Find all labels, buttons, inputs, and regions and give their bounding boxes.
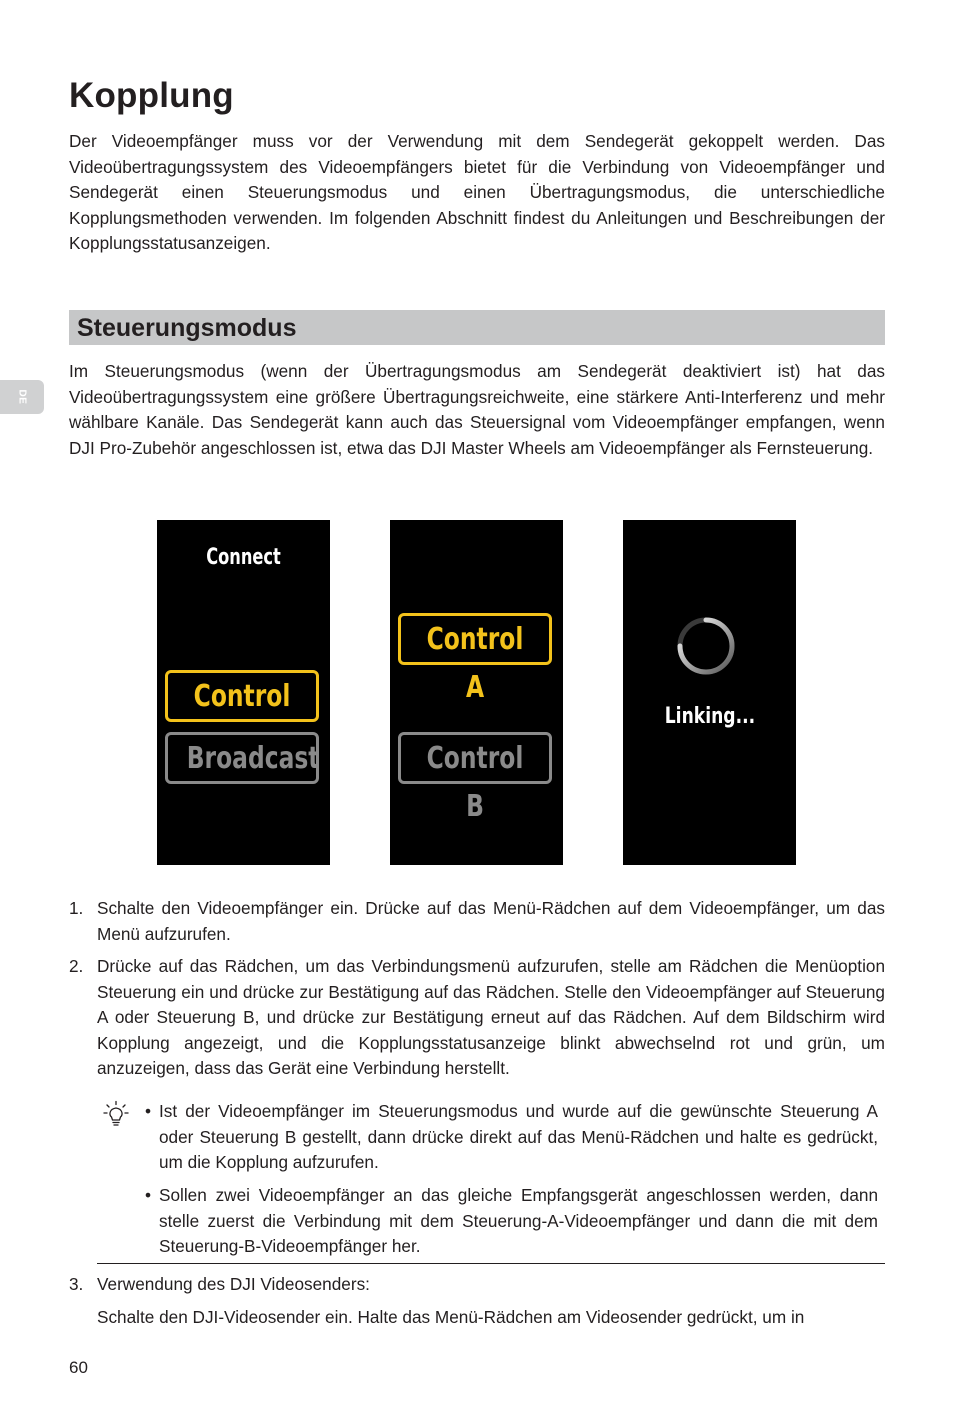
language-tab <box>0 380 44 414</box>
step-text: Drücke auf das Rädchen, um das Verbindungsmenü aufzurufen, stelle am Rädchen die Menüoption Steuerung ein und drücke zur Bestätigung auf das Rädchen. Stelle den Videoempfänger auf Steuerung A oder Steuerung B, und drücke zur Bestätigung erneut auf das Rädchen. Auf dem Bildschirm wird Kopplung angezeigt, und die Kopplungsstatusanzeige blinkt abwechselnd rot und grün, um anzuzeigen, dass das Gerät eine Verbindung herstellt. <box>97 956 885 1079</box>
bullet-mark: • <box>145 1101 152 1121</box>
screen-control-select <box>390 520 563 865</box>
connect-title: Connect <box>206 545 281 570</box>
intro-paragraph: Der Videoempfänger muss vor der Verwendung mit dem Sendegerät gekoppelt werden. Das Videoübertragungssystem des Videoempfängers bietet für die Verbindung von Videoempfänger und Sendegerät einen Steuerungsmodus und einen Übertragungsmodus, die unterschiedliche Kopplungsmethoden verwenden. Im folgenden Abschnitt findest du Anleitungen und Beschreibungen der Kopplungsstatusanzeigen. <box>69 131 885 254</box>
linking-label: Linking... <box>664 704 755 729</box>
section-paragraph: Im Steuerungsmodus (wenn der Übertragungsmodus am Sendegerät deaktiviert ist) hat das Videoübertragungssystem eine größere Übertragungsreichweite, eine stärkere Anti-Interferenz und mehr wählbare Kanäle. Das Sendegerät kann auch das Steuersignal vom Videoempfänger empfangen, wenn DJI Pro-Zubehör angeschlossen ist, etwa das DJI Master Wheels am Videoempfänger als Fernsteuerung. <box>69 361 885 458</box>
step-number: 1. <box>69 898 84 918</box>
tip-text: Sollen zwei Videoempfänger an das gleiche Empfangsgerät angeschlossen werden, dann stelle zuerst die Verbindung mit dem Steuerung-A-Videoempfänger und dann die mit dem Steuerung-B-Videoempfänger her. <box>159 1185 878 1257</box>
control-a-option-label: Control A <box>426 622 524 705</box>
step-number: 3. <box>69 1274 84 1294</box>
screen-linking <box>623 520 796 865</box>
control-b-option <box>398 732 552 824</box>
loading-spinner-icon <box>677 617 735 675</box>
bullet-mark: • <box>145 1185 152 1205</box>
step-text: Schalte den Videoempfänger ein. Drücke auf das Menü-Rädchen auf dem Videoempfänger, um das Menü aufzurufen. <box>97 898 885 944</box>
step3-paragraph: Schalte den DJI-Videosender ein. Halte das Menü-Rädchen am Videosender gedrückt, um in <box>97 1307 805 1327</box>
control-option-label: Control <box>193 679 291 714</box>
page-number: 60 <box>69 1358 88 1377</box>
note-divider <box>97 1263 885 1264</box>
control-option <box>165 670 319 722</box>
tip-text: Ist der Videoempfänger im Steuerungsmodus und wurde auf die gewünschte Steuerung A oder Steuerung B gestellt, dann drücke direkt auf das Menü-Rädchen und halte es gedrückt, um die Kopplung aufzurufen. <box>159 1101 878 1173</box>
step-text: Verwendung des DJI Videosenders: <box>97 1274 370 1294</box>
language-tab-label: DE <box>16 389 28 405</box>
section-title: Steuerungsmodus <box>77 314 297 342</box>
broadcast-option <box>165 732 319 784</box>
section-header <box>69 310 885 345</box>
page-title: Kopplung <box>69 76 234 115</box>
step-number: 2. <box>69 956 84 976</box>
control-b-option-label: Control B <box>426 741 524 824</box>
broadcast-option-label: Broadcast <box>186 741 320 776</box>
lightbulb-tip-icon <box>103 1100 129 1128</box>
control-a-option <box>398 613 552 705</box>
screen-connect <box>157 520 330 865</box>
